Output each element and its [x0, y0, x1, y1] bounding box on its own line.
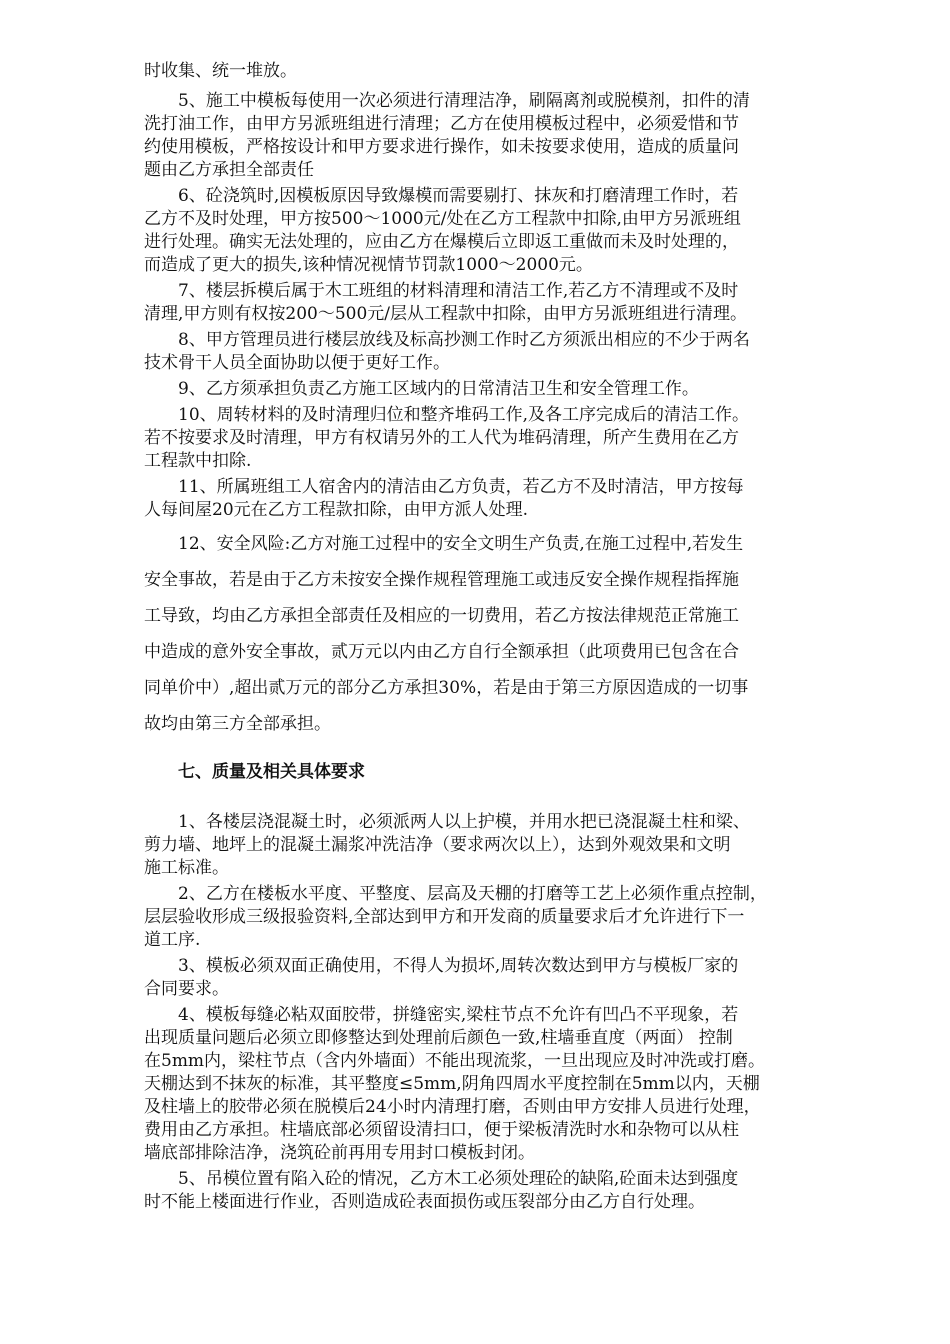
text-line: 剪力墙、地坪上的混凝土漏浆冲洗洁净（要求两次以上），达到外观效果和文明: [144, 835, 731, 855]
text-line: 天棚达到不抹灰的标准，其平整度≤5mm,阴角四周水平度控制在5mm以内，天棚: [144, 1074, 760, 1094]
text-line: 6、砼浇筑时,因模板原因导致爆模而需要剔打、抹灰和打磨清理工作时，若: [178, 186, 739, 206]
text-line: 而造成了更大的损失,该种情况视情节罚款1000～2000元。: [144, 255, 593, 275]
text-line: 5、施工中模板每使用一次必须进行清理洁净，刷隔离剂或脱模剂，扣件的清: [178, 91, 750, 111]
text-line: 中造成的意外安全事故，贰万元以内由乙方自行全额承担（此项费用已包含在合: [144, 642, 739, 662]
text-line: 故均由第三方全部承担。: [144, 714, 331, 734]
text-line: 清理,甲方则有权按200～500元/层从工程款中扣除，由甲方另派班组进行清理。: [144, 304, 748, 324]
text-line: 9、乙方须承担负责乙方施工区域内的日常清洁卫生和安全管理工作。: [178, 379, 699, 399]
text-line: 8、甲方管理员进行楼层放线及标高抄测工作时乙方须派出相应的不少于两名: [178, 330, 750, 350]
text-line: 3、模板必须双面正确使用，不得人为损坏,周转次数达到甲方与模板厂家的: [178, 956, 739, 976]
text-line: 工导致，均由乙方承担全部责任及相应的一切费用，若乙方按法律规范正常施工: [144, 606, 739, 626]
text-line: 施工标准。: [144, 858, 229, 878]
text-line: 11、所属班组工人宿舍内的清洁由乙方负责，若乙方不及时清洁，甲方按每: [178, 477, 744, 497]
text-line: 12、安全风险:乙方对施工过程中的安全文明生产负责,在施工过程中,若发生: [178, 534, 744, 554]
text-line: 合同要求。: [144, 979, 229, 999]
text-line: 4、模板每缝必粘双面胶带，拼缝密实,梁柱节点不允许有凹凸不平现象，若: [178, 1005, 739, 1025]
text-line: 洗打油工作，由甲方另派班组进行清理；乙方在使用模板过程中，必须爱惜和节: [144, 114, 739, 134]
text-line: 10、周转材料的及时清理归位和整齐堆码工作,及各工序完成后的清洁工作。: [178, 405, 750, 425]
text-line: 道工序.: [144, 930, 201, 950]
text-line: 题由乙方承担全部责任: [144, 160, 314, 180]
text-line: 费用由乙方承担。柱墙底部必须留设清扫口，便于梁板清洗时水和杂物可以从柱: [144, 1120, 739, 1140]
text-line: 乙方不及时处理，甲方按500～1000元/处在乙方工程款中扣除,由甲方另派班组: [144, 209, 741, 229]
text-line: 在5mm内，梁柱节点（含内外墙面）不能出现流浆，一旦出现应及时冲洗或打磨。: [144, 1051, 766, 1071]
text-line: 出现质量问题后必须立即修整达到处理前后颜色一致,柱墙垂直度（两面） 控制: [144, 1028, 733, 1048]
text-line: 工程款中扣除.: [144, 451, 252, 471]
text-line: 1、各楼层浇混凝土时，必须派两人以上护模，并用水把已浇混凝土柱和梁、: [178, 812, 750, 832]
text-line: 安全事故，若是由于乙方未按安全操作规程管理施工或违反安全操作规程指挥施: [144, 570, 739, 590]
text-line: 若不按要求及时清理，甲方有权请另外的工人代为堆码清理，所产生费用在乙方: [144, 428, 739, 448]
text-line: 层层验收形成三级报验资料,全部达到甲方和开发商的质量要求后才允许进行下一: [144, 907, 745, 927]
text-line: 约使用模板，严格按设计和甲方要求进行操作，如未按要求使用，造成的质量问: [144, 137, 739, 157]
text-line: 人每间屋20元在乙方工程款扣除，由甲方派人处理.: [144, 500, 529, 520]
text-line: 同单价中）,超出贰万元的部分乙方承担30%，若是由于第三方原因造成的一切事: [144, 678, 749, 698]
section-heading: 七、质量及相关具体要求: [178, 762, 365, 782]
text-line: 5、吊模位置有陷入砼的情况，乙方木工必须处理砼的缺陷,砼面未达到强度: [178, 1169, 739, 1189]
text-line: 墙底部排除洁净，浇筑砼前再用专用封口模板封闭。: [144, 1143, 535, 1163]
text-line: 技术骨干人员全面协助以便于更好工作。: [144, 353, 450, 373]
text-line: 时不能上楼面进行作业，否则造成砼表面损伤或压裂部分由乙方自行处理。: [144, 1192, 705, 1212]
text-line: 进行处理。确实无法处理的，应由乙方在爆模后立即返工重做而未及时处理的，: [144, 232, 739, 252]
text-line: 7、楼层拆模后属于木工班组的材料清理和清洁工作,若乙方不清理或不及时: [178, 281, 739, 301]
text-line: 2、乙方在楼板水平度、平整度、层高及天棚的打磨等工艺上必须作重点控制，: [178, 884, 767, 904]
text-line: 及柱墙上的胶带必须在脱模后24小时内清理打磨，否则由甲方安排人员进行处理，: [144, 1097, 761, 1117]
text-line: 时收集、统一堆放。: [144, 61, 297, 81]
